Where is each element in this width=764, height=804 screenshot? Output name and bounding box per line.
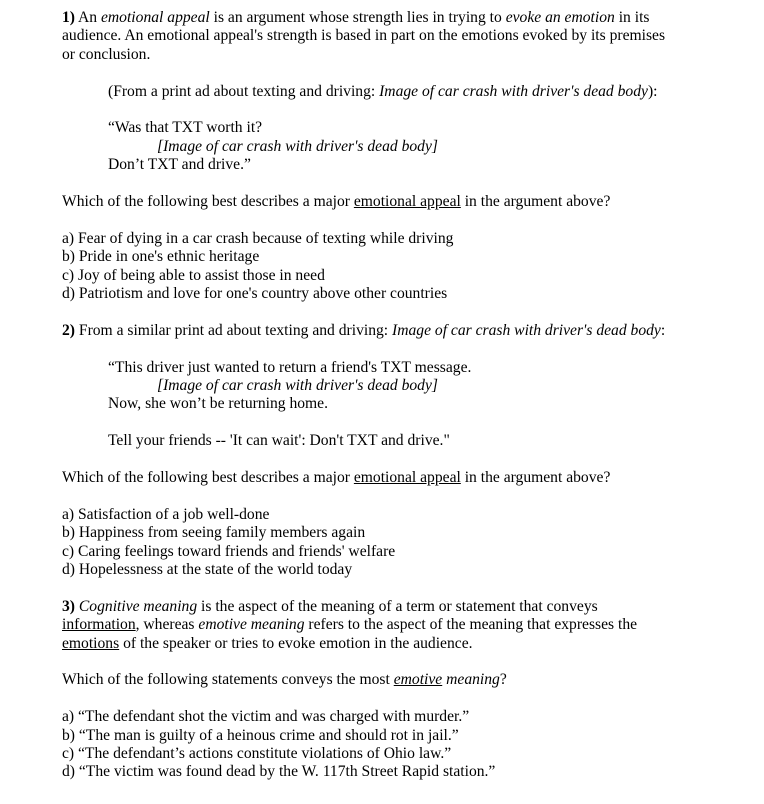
worksheet-page [62, 9, 742, 782]
q1-option-c: c) Joy of being able to assist those in need [62, 266, 325, 284]
q1-option-d: d) Patriotism and love for one's country above other countries [62, 285, 448, 303]
q2-quote-line2: [Image of car crash with driver's dead body] [157, 377, 438, 395]
q3-question: Which of the following statements conveys the most emotive meaning? [62, 671, 507, 689]
q3-option-b: b) “The man is guilty of a heinous crime and should rot in jail.” [62, 726, 459, 744]
q2-intro: 2) From a similar print ad about texting and driving: Image of car crash with driver's dead body: [62, 321, 666, 339]
q1-option-a: a) Fear of dying in a car crash because of texting while driving [62, 229, 454, 247]
q1-context: (From a print ad about texting and driving: Image of car crash with driver's dead body): [108, 82, 658, 100]
q1-quote-line2: [Image of car crash with driver's dead body] [157, 137, 438, 155]
q2-option-b: b) Happiness from seeing family members again [62, 524, 366, 542]
q1-intro: 1) An emotional appeal is an argument whose strength lies in trying to evoke an emotion in its [62, 9, 650, 26]
q1-quote-line1: “Was that TXT worth it? [108, 119, 263, 137]
q1-intro-line2: audience. An emotional appeal's strength is based in part on the emotions evoked by its premises [62, 27, 666, 45]
q3-intro-line3: emotions of the speaker or tries to evoke emotion in the audience. [62, 634, 473, 652]
question-1 [62, 9, 742, 303]
q3-option-a: a) “The defendant shot the victim and was charged with murder.” [62, 708, 470, 726]
q2-option-d: d) Hopelessness at the state of the world today [62, 561, 353, 579]
q1-question: Which of the following best describes a major emotional appeal in the argument above? [62, 193, 611, 211]
q1-intro-line3: or conclusion. [62, 45, 151, 63]
q2-quote-line1: “This driver just wanted to return a friend's TXT message. [108, 358, 472, 376]
q2-option-c: c) Caring feelings toward friends and friends' welfare [62, 542, 396, 560]
q1-quote-line3: Don’t TXT and drive.” [108, 156, 251, 174]
q3-intro-line2: information, whereas emotive meaning refers to the aspect of the meaning that expresses the [62, 616, 638, 634]
q3-option-d: d) “The victim was found dead by the W. 117th Street Rapid station.” [62, 763, 496, 781]
q2-quote-line3: Now, she won’t be returning home. [108, 395, 329, 413]
q2-option-a: a) Satisfaction of a job well-done [62, 505, 270, 523]
q1-option-b: b) Pride in one's ethnic heritage [62, 248, 260, 266]
question-2 [62, 322, 742, 580]
q3-intro: 3) Cognitive meaning is the aspect of the meaning of a term or statement that conveys [62, 597, 598, 615]
q2-question: Which of the following best describes a major emotional appeal in the argument above? [62, 469, 611, 487]
q2-quote-line4: Tell your friends -- 'It can wait': Don't TXT and drive." [108, 432, 450, 450]
question-3 [62, 598, 742, 782]
q3-option-c: c) “The defendant’s actions constitute violations of Ohio law.” [62, 745, 452, 763]
